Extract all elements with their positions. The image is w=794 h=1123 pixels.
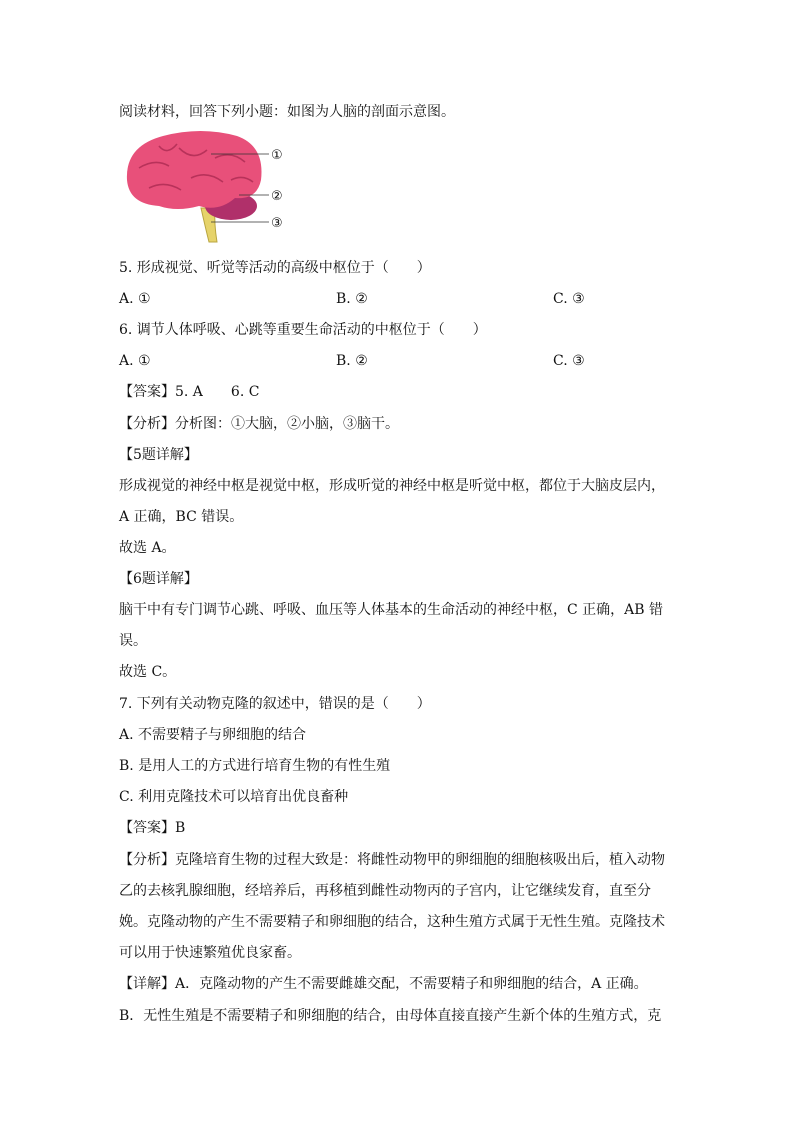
detail5-line: 故选 A。 bbox=[119, 540, 176, 556]
analysis7-line: 娩。克隆动物的产生不需要精子和卵细胞的结合，这种生殖方式属于无性生殖。克隆技术 bbox=[119, 914, 665, 930]
detail5-line: 形成视觉的神经中枢是视觉中枢，形成听觉的神经中枢是听觉中枢，都位于大脑皮层内， bbox=[119, 478, 665, 494]
detail7-line: B．无性生殖是不需要精子和卵细胞的结合，由母体直接直接产生新个体的生殖方式，克 bbox=[119, 1008, 662, 1024]
answer-5-6: 【答案】5. A 6. C bbox=[119, 384, 260, 400]
analysis7-line: 【分析】克隆培育生物的过程大致是：将雌性动物甲的卵细胞的细胞核吸出后，植入动物 bbox=[119, 852, 665, 868]
analysis7-line: 乙的去核乳腺细胞，经培养后，再移植到雌性动物丙的子宫内，让它继续发育，直至分 bbox=[119, 883, 651, 899]
answer-7: 【答案】B bbox=[119, 820, 186, 836]
analysis-5-6: 【分析】分析图：①大脑，②小脑，③脑干。 bbox=[119, 416, 399, 432]
q5-option-c: C. ③ bbox=[553, 291, 585, 307]
q5-stem: 5. 形成视觉、听觉等活动的高级中枢位于（ ） bbox=[119, 260, 431, 276]
detail5-line: A 正确，BC 错误。 bbox=[119, 509, 244, 525]
cerebrum bbox=[127, 131, 262, 209]
q7-option-b: B. 是用人工的方式进行培育生物的有性生殖 bbox=[119, 758, 391, 774]
detail6-line: 故选 C。 bbox=[119, 664, 177, 680]
detail6-line: 误。 bbox=[119, 633, 147, 649]
detail6-heading: 【6题详解】 bbox=[119, 571, 198, 587]
q7-stem: 7. 下列有关动物克隆的叙述中，错误的是（ ） bbox=[119, 696, 431, 712]
q5-option-b: B. ② bbox=[336, 291, 368, 307]
label-1: ① bbox=[271, 148, 283, 163]
q7-option-c: C. 利用克隆技术可以培育出优良畜种 bbox=[119, 789, 349, 805]
q6-option-c: C. ③ bbox=[553, 353, 585, 369]
label-2: ② bbox=[271, 189, 283, 204]
q7-option-a: A. 不需要精子与卵细胞的结合 bbox=[119, 727, 307, 743]
intro-text: 阅读材料，回答下列小题：如图为人脑的剖面示意图。 bbox=[119, 104, 455, 120]
q6-option-a: A. ① bbox=[119, 353, 151, 369]
detail6-line: 脑干中有专门调节心跳、呼吸、血压等人体基本的生命活动的神经中枢，C 正确，AB 错 bbox=[119, 602, 664, 618]
analysis7-line: 可以用于快速繁殖优良家畜。 bbox=[119, 945, 301, 961]
q6-option-b: B. ② bbox=[336, 353, 368, 369]
label-3: ③ bbox=[271, 216, 283, 231]
detail5-heading: 【5题详解】 bbox=[119, 447, 198, 463]
q6-stem: 6. 调节人体呼吸、心跳等重要生命活动的中枢位于（ ） bbox=[119, 322, 487, 338]
brain-diagram bbox=[119, 128, 294, 246]
detail7-line: 【详解】A．克隆动物的产生不需要雌雄交配，不需要精子和卵细胞的结合，A 正确。 bbox=[119, 976, 648, 992]
q5-option-a: A. ① bbox=[119, 291, 151, 307]
